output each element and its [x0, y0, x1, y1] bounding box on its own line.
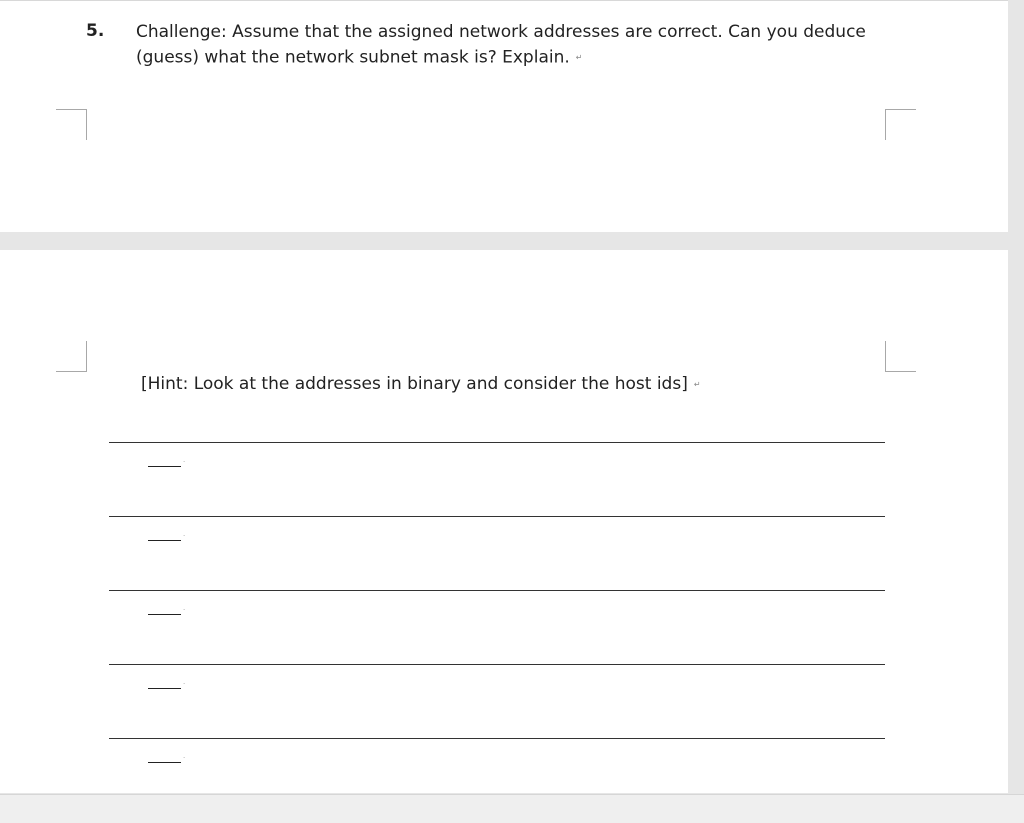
question-text-line-1: Challenge: Assume that the assigned network addresses are correct. Can you deduce [136, 22, 866, 42]
blank-dash [148, 466, 181, 467]
hint-text[interactable] [141, 374, 701, 394]
paragraph-mark-icon: · [183, 458, 186, 466]
paragraph-mark-icon: · [183, 606, 186, 614]
question-text-line-2 [136, 45, 876, 71]
blank-dash [148, 688, 181, 689]
question-number: 5. [86, 21, 105, 41]
question-text-line-2-content: (guess) what the network subnet mask is? Explain. [136, 47, 570, 68]
answer-line[interactable] [109, 442, 885, 443]
answer-line[interactable] [109, 738, 885, 739]
paragraph-mark-icon: ↵ [693, 379, 701, 389]
crop-mark-top-left [56, 109, 87, 140]
document-page-2 [0, 250, 1008, 793]
status-bar-area [0, 794, 1024, 823]
document-page-1 [0, 0, 1008, 232]
crop-mark-top-right [885, 109, 916, 140]
paragraph-mark-icon: ↵ [575, 53, 583, 62]
answer-line[interactable] [109, 664, 885, 665]
blank-dash [148, 540, 181, 541]
question-text[interactable] [136, 20, 876, 71]
crop-mark-bottom-left [56, 341, 87, 372]
paragraph-mark-icon: · [183, 680, 186, 688]
blank-dash [148, 614, 181, 615]
answer-line[interactable] [109, 516, 885, 517]
paragraph-mark-icon: · [183, 754, 186, 762]
answer-line[interactable] [109, 590, 885, 591]
page-gutter [1008, 0, 1024, 793]
blank-dash [148, 762, 181, 763]
paragraph-mark-icon: · [183, 532, 186, 540]
hint-text-content: [Hint: Look at the addresses in binary and consider the host ids] [141, 374, 688, 394]
crop-mark-bottom-right [885, 341, 916, 372]
